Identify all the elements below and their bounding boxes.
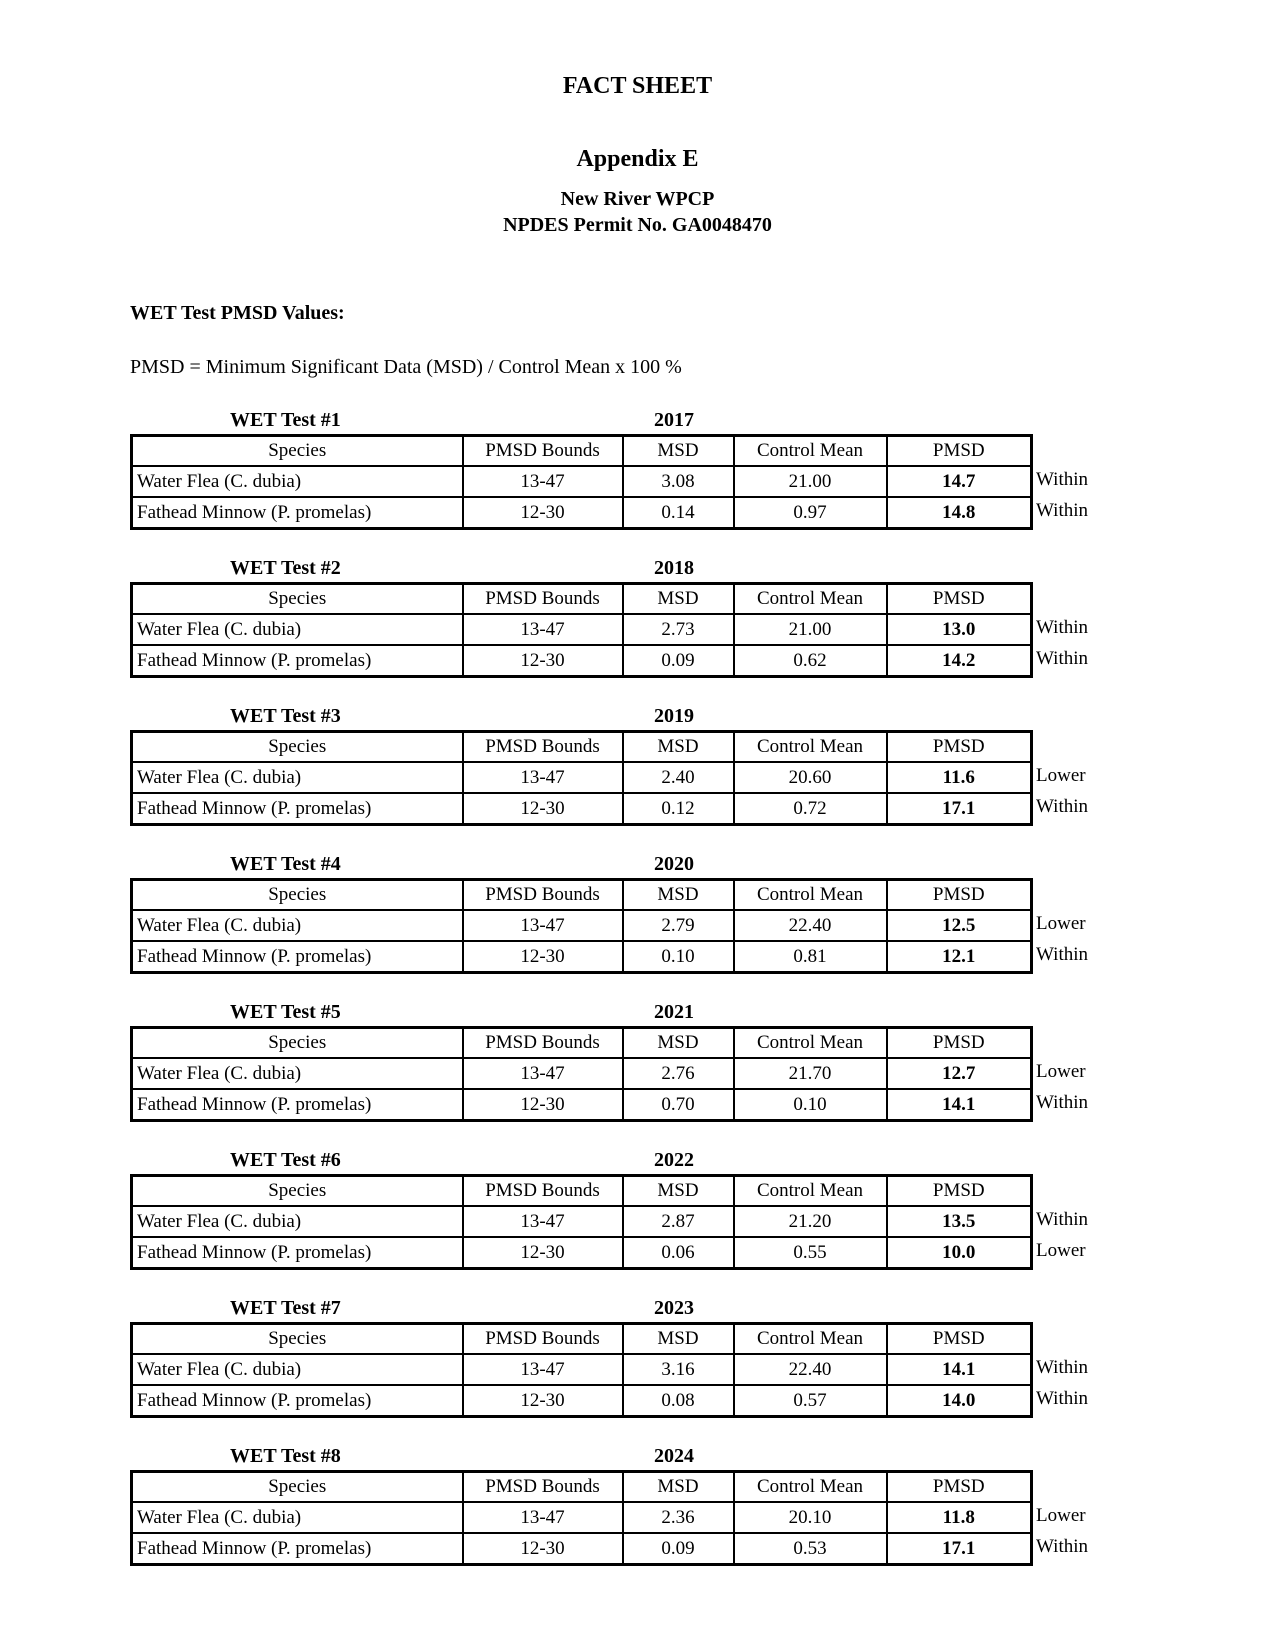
test-year: 2019	[654, 705, 694, 727]
status-label: Within	[1036, 796, 1089, 817]
bounds-cell: 12-30	[463, 645, 623, 677]
test-table-wrap	[130, 582, 1089, 678]
status-column	[1036, 760, 1088, 822]
wet-test-block	[130, 852, 1275, 974]
page-title: FACT SHEET	[562, 73, 713, 99]
species-cell: Water Flea (C. dubia)	[132, 466, 463, 497]
msd-cell: 0.09	[623, 645, 734, 677]
appendix-title: Appendix E	[576, 146, 699, 172]
wet-test-block	[130, 704, 1275, 826]
column-header-control-mean: Control Mean	[734, 732, 887, 763]
column-header-species: Species	[132, 1324, 463, 1355]
pmsd-table	[130, 1470, 1033, 1566]
control-mean-cell: 0.81	[734, 941, 887, 973]
test-caption	[130, 1000, 1030, 1024]
status-label: Lower	[1036, 765, 1086, 786]
test-table-wrap	[130, 1174, 1089, 1270]
bounds-cell: 13-47	[463, 1058, 623, 1089]
species-cell: Fathead Minnow (P. promelas)	[132, 645, 463, 677]
wet-test-block	[130, 1444, 1275, 1566]
table-header-row	[132, 880, 1032, 911]
test-name: WET Test #3	[230, 705, 341, 727]
control-mean-cell: 22.40	[734, 1354, 887, 1385]
table-row	[132, 1533, 1032, 1565]
status-label: Lower	[1036, 1240, 1086, 1261]
status-label: Within	[1036, 617, 1089, 638]
table-header-row	[132, 732, 1032, 763]
test-year: 2020	[654, 853, 694, 875]
pmsd-cell: 12.1	[887, 941, 1032, 973]
column-header-pmsd-bounds: PMSD Bounds	[463, 1324, 623, 1355]
pmsd-cell: 14.0	[887, 1385, 1032, 1417]
test-name: WET Test #1	[230, 409, 341, 431]
species-cell: Water Flea (C. dubia)	[132, 1502, 463, 1533]
table-row	[132, 1206, 1032, 1237]
column-header-species: Species	[132, 732, 463, 763]
column-header-pmsd-bounds: PMSD Bounds	[463, 880, 623, 911]
column-header-pmsd: PMSD	[887, 1176, 1032, 1207]
control-mean-cell: 20.60	[734, 762, 887, 793]
wet-test-block	[130, 1000, 1275, 1122]
table-row	[132, 1237, 1032, 1269]
column-header-pmsd-bounds: PMSD Bounds	[463, 436, 623, 467]
column-header-pmsd: PMSD	[887, 584, 1032, 615]
table-row	[132, 497, 1032, 529]
test-name: WET Test #8	[230, 1445, 341, 1467]
status-label: Within	[1036, 1092, 1089, 1113]
msd-cell: 0.08	[623, 1385, 734, 1417]
pmsd-table	[130, 730, 1033, 826]
column-header-msd: MSD	[623, 584, 734, 615]
pmsd-cell: 14.1	[887, 1354, 1032, 1385]
wet-test-block	[130, 556, 1275, 678]
pmsd-cell: 14.7	[887, 466, 1032, 497]
table-row	[132, 793, 1032, 825]
control-mean-cell: 0.53	[734, 1533, 887, 1565]
status-label: Lower	[1036, 1505, 1086, 1526]
pmsd-cell: 13.5	[887, 1206, 1032, 1237]
msd-cell: 3.16	[623, 1354, 734, 1385]
status-label: Within	[1036, 1388, 1089, 1409]
control-mean-cell: 21.00	[734, 614, 887, 645]
msd-cell: 2.40	[623, 762, 734, 793]
pmsd-cell: 10.0	[887, 1237, 1032, 1269]
column-header-msd: MSD	[623, 1324, 734, 1355]
species-cell: Fathead Minnow (P. promelas)	[132, 793, 463, 825]
table-row	[132, 762, 1032, 793]
column-header-control-mean: Control Mean	[734, 1176, 887, 1207]
bounds-cell: 12-30	[463, 1089, 623, 1121]
column-header-msd: MSD	[623, 1176, 734, 1207]
table-header-row	[132, 1028, 1032, 1059]
pmsd-table	[130, 1322, 1033, 1418]
test-table-wrap	[130, 1322, 1089, 1418]
test-caption	[130, 1444, 1030, 1468]
bounds-cell: 13-47	[463, 1206, 623, 1237]
bounds-cell: 13-47	[463, 910, 623, 941]
test-name: WET Test #4	[230, 853, 341, 875]
section-heading: WET Test PMSD Values:	[130, 302, 345, 324]
pmsd-cell: 12.5	[887, 910, 1032, 941]
msd-cell: 0.09	[623, 1533, 734, 1565]
status-column	[1036, 1352, 1088, 1414]
table-row	[132, 645, 1032, 677]
pmsd-cell: 14.1	[887, 1089, 1032, 1121]
test-year: 2017	[654, 409, 694, 431]
status-label: Within	[1036, 500, 1089, 521]
test-table-wrap	[130, 1026, 1089, 1122]
msd-cell: 2.87	[623, 1206, 734, 1237]
status-label: Within	[1036, 944, 1089, 965]
table-row	[132, 941, 1032, 973]
test-caption	[130, 556, 1030, 580]
test-year: 2021	[654, 1001, 694, 1023]
species-cell: Fathead Minnow (P. promelas)	[132, 497, 463, 529]
column-header-pmsd-bounds: PMSD Bounds	[463, 1472, 623, 1503]
table-header-row	[132, 1324, 1032, 1355]
status-column	[1036, 1056, 1088, 1118]
species-cell: Fathead Minnow (P. promelas)	[132, 1089, 463, 1121]
pmsd-cell: 11.6	[887, 762, 1032, 793]
control-mean-cell: 0.55	[734, 1237, 887, 1269]
msd-cell: 2.73	[623, 614, 734, 645]
bounds-cell: 12-30	[463, 1533, 623, 1565]
control-mean-cell: 0.10	[734, 1089, 887, 1121]
column-header-pmsd: PMSD	[887, 880, 1032, 911]
table-row	[132, 1385, 1032, 1417]
table-row	[132, 1502, 1032, 1533]
table-row	[132, 1354, 1032, 1385]
test-caption	[130, 852, 1030, 876]
species-cell: Fathead Minnow (P. promelas)	[132, 941, 463, 973]
control-mean-cell: 0.62	[734, 645, 887, 677]
msd-cell: 0.06	[623, 1237, 734, 1269]
test-year: 2022	[654, 1149, 694, 1171]
control-mean-cell: 0.97	[734, 497, 887, 529]
column-header-control-mean: Control Mean	[734, 1028, 887, 1059]
bounds-cell: 12-30	[463, 1385, 623, 1417]
species-cell: Fathead Minnow (P. promelas)	[132, 1385, 463, 1417]
status-label: Within	[1036, 1209, 1089, 1230]
msd-cell: 2.79	[623, 910, 734, 941]
tests-section	[130, 408, 1275, 1566]
test-table-wrap	[130, 730, 1089, 826]
table-header-row	[132, 1176, 1032, 1207]
pmsd-cell: 11.8	[887, 1502, 1032, 1533]
species-cell: Fathead Minnow (P. promelas)	[132, 1533, 463, 1565]
column-header-pmsd: PMSD	[887, 1472, 1032, 1503]
pmsd-cell: 14.8	[887, 497, 1032, 529]
control-mean-cell: 21.70	[734, 1058, 887, 1089]
table-header-row	[132, 436, 1032, 467]
table-row	[132, 466, 1032, 497]
bounds-cell: 13-47	[463, 1354, 623, 1385]
pmsd-table	[130, 878, 1033, 974]
bounds-cell: 12-30	[463, 793, 623, 825]
test-table-wrap	[130, 434, 1089, 530]
species-cell: Water Flea (C. dubia)	[132, 1058, 463, 1089]
pmsd-cell: 14.2	[887, 645, 1032, 677]
control-mean-cell: 21.20	[734, 1206, 887, 1237]
bounds-cell: 13-47	[463, 466, 623, 497]
control-mean-cell: 22.40	[734, 910, 887, 941]
status-label: Lower	[1036, 913, 1086, 934]
control-mean-cell: 0.72	[734, 793, 887, 825]
status-label: Lower	[1036, 1061, 1086, 1082]
msd-cell: 0.70	[623, 1089, 734, 1121]
msd-cell: 0.10	[623, 941, 734, 973]
column-header-pmsd: PMSD	[887, 1324, 1032, 1355]
species-cell: Water Flea (C. dubia)	[132, 910, 463, 941]
species-cell: Water Flea (C. dubia)	[132, 1206, 463, 1237]
column-header-pmsd-bounds: PMSD Bounds	[463, 584, 623, 615]
status-column	[1036, 612, 1088, 674]
pmsd-cell: 17.1	[887, 1533, 1032, 1565]
test-year: 2018	[654, 557, 694, 579]
msd-cell: 2.76	[623, 1058, 734, 1089]
column-header-control-mean: Control Mean	[734, 436, 887, 467]
permit-number: NPDES Permit No. GA0048470	[503, 214, 772, 236]
column-header-species: Species	[132, 1028, 463, 1059]
status-label: Within	[1036, 1357, 1089, 1378]
column-header-species: Species	[132, 436, 463, 467]
pmsd-cell: 13.0	[887, 614, 1032, 645]
test-caption	[130, 704, 1030, 728]
test-table-wrap	[130, 878, 1089, 974]
column-header-control-mean: Control Mean	[734, 880, 887, 911]
column-header-control-mean: Control Mean	[734, 584, 887, 615]
column-header-species: Species	[132, 880, 463, 911]
msd-cell: 2.36	[623, 1502, 734, 1533]
table-row	[132, 1058, 1032, 1089]
pmsd-table	[130, 434, 1033, 530]
column-header-pmsd: PMSD	[887, 1028, 1032, 1059]
test-year: 2023	[654, 1297, 694, 1319]
table-row	[132, 910, 1032, 941]
bounds-cell: 12-30	[463, 941, 623, 973]
species-cell: Water Flea (C. dubia)	[132, 1354, 463, 1385]
test-name: WET Test #5	[230, 1001, 341, 1023]
test-caption	[130, 1296, 1030, 1320]
species-cell: Water Flea (C. dubia)	[132, 614, 463, 645]
control-mean-cell: 20.10	[734, 1502, 887, 1533]
status-column	[1036, 1500, 1088, 1562]
column-header-msd: MSD	[623, 880, 734, 911]
column-header-pmsd-bounds: PMSD Bounds	[463, 1028, 623, 1059]
facility-name: New River WPCP	[560, 188, 715, 210]
column-header-species: Species	[132, 1176, 463, 1207]
wet-test-block	[130, 1296, 1275, 1418]
test-name: WET Test #7	[230, 1297, 341, 1319]
bounds-cell: 13-47	[463, 762, 623, 793]
column-header-control-mean: Control Mean	[734, 1324, 887, 1355]
species-cell: Fathead Minnow (P. promelas)	[132, 1237, 463, 1269]
msd-cell: 0.14	[623, 497, 734, 529]
pmsd-table	[130, 1026, 1033, 1122]
column-header-pmsd: PMSD	[887, 436, 1032, 467]
column-header-pmsd-bounds: PMSD Bounds	[463, 732, 623, 763]
column-header-species: Species	[132, 1472, 463, 1503]
status-column	[1036, 1204, 1088, 1266]
test-caption	[130, 1148, 1030, 1172]
column-header-pmsd-bounds: PMSD Bounds	[463, 1176, 623, 1207]
table-header-row	[132, 584, 1032, 615]
pmsd-cell: 12.7	[887, 1058, 1032, 1089]
wet-test-block	[130, 408, 1275, 530]
msd-cell: 3.08	[623, 466, 734, 497]
control-mean-cell: 21.00	[734, 466, 887, 497]
status-label: Within	[1036, 469, 1089, 490]
pmsd-table	[130, 1174, 1033, 1270]
species-cell: Water Flea (C. dubia)	[132, 762, 463, 793]
pmsd-cell: 17.1	[887, 793, 1032, 825]
test-name: WET Test #6	[230, 1149, 341, 1171]
status-label: Within	[1036, 648, 1089, 669]
column-header-msd: MSD	[623, 1472, 734, 1503]
table-header-row	[132, 1472, 1032, 1503]
table-row	[132, 614, 1032, 645]
column-header-msd: MSD	[623, 436, 734, 467]
status-label: Within	[1036, 1536, 1089, 1557]
bounds-cell: 13-47	[463, 614, 623, 645]
bounds-cell: 13-47	[463, 1502, 623, 1533]
status-column	[1036, 464, 1088, 526]
control-mean-cell: 0.57	[734, 1385, 887, 1417]
status-column	[1036, 908, 1088, 970]
column-header-msd: MSD	[623, 1028, 734, 1059]
bounds-cell: 12-30	[463, 1237, 623, 1269]
pmsd-formula: PMSD = Minimum Significant Data (MSD) / Control Mean x 100 %	[130, 356, 682, 378]
column-header-pmsd: PMSD	[887, 732, 1032, 763]
test-year: 2024	[654, 1445, 694, 1467]
column-header-msd: MSD	[623, 732, 734, 763]
table-row	[132, 1089, 1032, 1121]
test-name: WET Test #2	[230, 557, 341, 579]
pmsd-table	[130, 582, 1033, 678]
test-table-wrap	[130, 1470, 1089, 1566]
msd-cell: 0.12	[623, 793, 734, 825]
wet-test-block	[130, 1148, 1275, 1270]
column-header-control-mean: Control Mean	[734, 1472, 887, 1503]
column-header-species: Species	[132, 584, 463, 615]
test-caption	[130, 408, 1030, 432]
bounds-cell: 12-30	[463, 497, 623, 529]
